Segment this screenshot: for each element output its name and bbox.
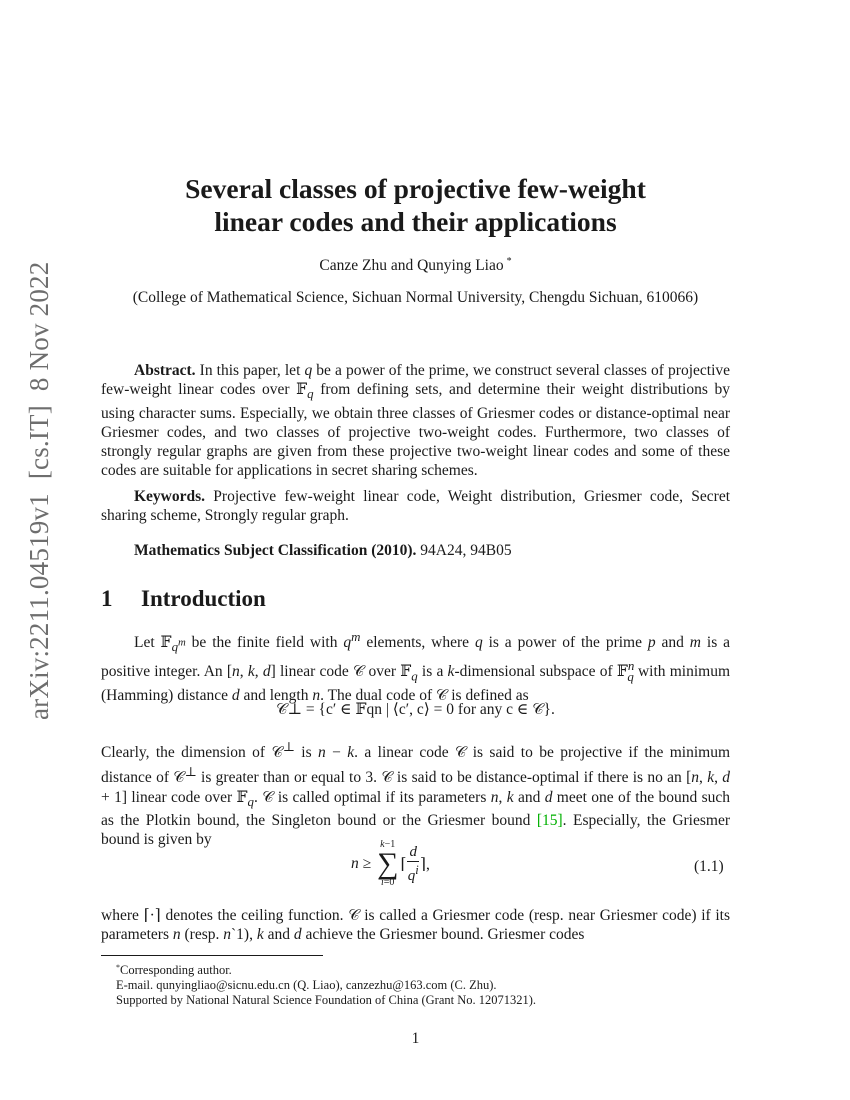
footnote-divider — [101, 955, 323, 956]
affiliation: (College of Mathematical Science, Sichuan Normal University, Chengdu Sichuan, 610066) — [132, 289, 699, 306]
arxiv-id: arXiv:2211.04519v1 — [24, 493, 54, 720]
arxiv-date: 8 Nov 2022 — [24, 261, 54, 392]
equation-number: (1.1) — [694, 858, 724, 875]
intro-paragraph-1: Let 𝔽$_{q^m}$ be the finite field with $q^m$ elements, where q is a power of the prime p and m is a positive integer. An [n, k, d] linear code 𝒞 over 𝔽$_q$ is a k-dimensional subspace of 𝔽$^n_q$ with minimum (Hamming) distance d and length n. The dual code of 𝒞 is defined as — [101, 629, 731, 704]
intro-paragraph-2: Clearly, the dimension of 𝒞⊥ is n − k. a linear code 𝒞 is said to be projective if the minimum distance of 𝒞⊥ is greater than or equal to 3. 𝒞 is said to be distance-optimal if there is no an [n, k, d + 1] linear code over 𝔽$_q$. 𝒞 is called optimal if its parameters n, k and d meet one of the bound such as the Plotkin bound, the Singleton bound or the Griesmer bound [15]. Especially, the Griesmer bound is given by — [101, 739, 731, 849]
griesmer-bound-equation: n ≥ k−1 ∑ i=0 ⌈ $\frac{d}{q^i}$ ⌉, — [351, 839, 430, 888]
paper-title — [101, 172, 730, 238]
abstract: Abstract. In this paper, let q be a power of the prime, we construct several classes of projective few-weight linear codes over 𝔽$_q$ from defining sets, and determine their weight distributions by using character sums. Especially, we obtain three classes of Griesmer codes or distance-optimal near Griesmer codes, and two classes of projective two-weight codes. Furthermore, two classes of strongly regular graphs are given from these projective two-weight linear codes and some of these codes are suitable for applications in secret sharing schemes. — [101, 362, 731, 480]
keywords-text: Projective few-weight linear code, Weight distribution, Griesmer code, Secret sharing scheme, Strongly regular graph. — [101, 488, 731, 525]
section-title: Introduction — [141, 586, 266, 611]
abstract-heading: Abstract. — [134, 362, 196, 379]
arxiv-identifier-stamp — [24, 248, 55, 720]
corresponding-author-mark: * — [506, 256, 512, 267]
footnote-funding: Supported by National Natural Science Foundation of China (Grant No. 12071321). — [116, 993, 537, 1007]
footnotes — [116, 960, 716, 1008]
author-list — [101, 256, 730, 275]
fraction-d-over-q-i: $\frac{d}{q^i}$ — [407, 843, 419, 884]
page-number: 1 — [411, 1030, 420, 1047]
section-heading — [101, 586, 730, 612]
msc-heading: Mathematics Subject Classification (2010). — [134, 542, 417, 559]
arxiv-category: [cs.IT] — [24, 405, 54, 480]
summation-symbol: k−1 ∑ i=0 — [377, 839, 399, 888]
citation-link[interactable]: [15] — [536, 812, 563, 830]
keywords-heading: Keywords. — [134, 488, 206, 505]
keywords — [101, 487, 730, 525]
intro-paragraph-3: where ⌈·⌉ denotes the ceiling function. 𝒞 is called a Griesmer code (resp. near Griesmer code) if its parameters n (resp. n`1), k and d achieve the Griesmer bound. Griesmer codes — [101, 907, 730, 944]
title-line-1: Several classes of projective few-weight — [185, 173, 646, 204]
title-line-2: linear codes and their applications — [214, 206, 617, 237]
msc-codes: 94A24, 94B05 — [420, 542, 512, 559]
msc-classification — [101, 541, 730, 560]
section-number: 1 — [101, 586, 113, 611]
footnote-email: E-mail. qunyingliao@sicnu.edu.cn (Q. Liao), canzezhu@163.com (C. Zhu). — [116, 978, 497, 992]
author-names: Canze Zhu and Qunying Liao — [319, 257, 504, 274]
dual-code-definition: 𝒞⊥ = {c′ ∈ 𝔽qn | ⟨c′, c⟩ = 0 for any c ∈ 𝒞}. — [276, 701, 555, 718]
footnote-corresponding: *Corresponding author. — [116, 963, 232, 977]
